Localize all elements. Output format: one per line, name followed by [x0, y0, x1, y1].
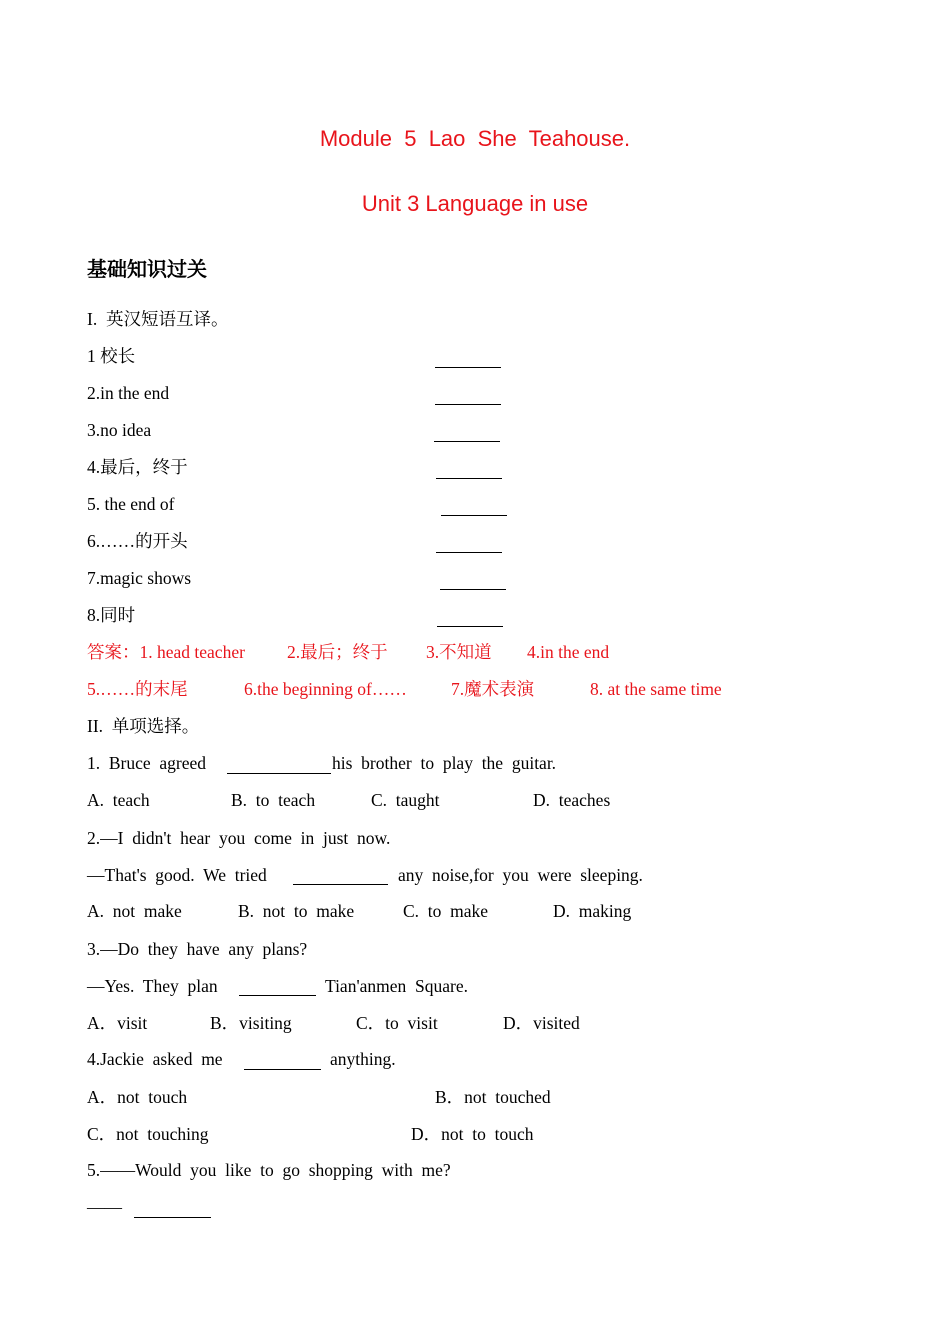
part2-heading: II. 单项选择。 — [87, 716, 200, 736]
option-c: C．not touching — [87, 1124, 209, 1144]
option-d: D. making — [553, 901, 632, 921]
answer-text: 2.最后；终于 — [287, 642, 388, 662]
question-blank — [227, 773, 331, 774]
option-c: C. to make — [403, 901, 489, 921]
answer-text: 8. at the same time — [590, 679, 722, 699]
question-4-stem: 4.Jackie asked me — [87, 1049, 223, 1069]
part1-item: 5. the end of — [87, 494, 175, 514]
part1-item: 8.同时 — [87, 605, 136, 625]
option-d: D．visited — [503, 1013, 580, 1033]
option-a: A. not make — [87, 901, 182, 921]
option-c: C．to visit — [356, 1013, 438, 1033]
option-d: D．not to touch — [411, 1124, 534, 1144]
question-blank — [293, 884, 388, 885]
question-5-line: 5.——Would you like to go shopping with me? — [87, 1160, 451, 1180]
option-b: B. to teach — [231, 790, 316, 810]
answer-text: 7.魔术表演 — [451, 679, 535, 699]
answer-blank — [435, 404, 501, 405]
answer-text: 3.不知道 — [426, 642, 492, 662]
answer-text: 6.the beginning of…… — [244, 679, 407, 699]
part1-item: 7.magic shows — [87, 568, 192, 588]
option-a: A．not touch — [87, 1087, 188, 1107]
question-1-stem-end: his brother to play the guitar. — [332, 753, 557, 773]
question-blank — [134, 1217, 211, 1218]
option-c: C. taught — [371, 790, 440, 810]
answer-blank — [434, 441, 500, 442]
page-subtitle: Unit 3 Language in use — [361, 191, 589, 216]
answer-text: 4.in the end — [527, 642, 610, 662]
option-d: D. teaches — [533, 790, 611, 810]
question-3-stem-end: Tian'anmen Square. — [325, 976, 468, 996]
part1-item: 4.最后，终于 — [87, 457, 188, 477]
option-a: A．visit — [87, 1013, 148, 1033]
answer-text: 5.……的末尾 — [87, 679, 188, 699]
question-1-stem: 1. Bruce agreed — [87, 753, 207, 773]
answer-blank — [435, 367, 501, 368]
question-5-reply: —— — [87, 1197, 122, 1217]
part1-item: 1 校长 — [87, 346, 136, 366]
option-b: B．not touched — [435, 1087, 551, 1107]
page-title: Module 5 Lao She Teahouse. — [319, 126, 631, 151]
answer-blank — [437, 626, 503, 627]
question-2-line: 2.—I didn't hear you come in just now. — [87, 828, 391, 848]
question-3-line: 3.—Do they have any plans? — [87, 939, 308, 959]
part1-heading: I. 英汉短语互译。 — [87, 309, 229, 329]
answer-blank — [436, 552, 502, 553]
answer-blank — [436, 478, 502, 479]
option-b: B．visiting — [210, 1013, 292, 1033]
answer-text: 答案：1. head teacher — [87, 642, 245, 662]
answer-blank — [440, 589, 506, 590]
part1-item: 6.……的开头 — [87, 531, 188, 551]
part1-item: 3.no idea — [87, 420, 152, 440]
question-2-stem: —That's good. We tried — [87, 865, 267, 885]
part1-item: 2.in the end — [87, 383, 170, 403]
question-2-stem-end: any noise,for you were sleeping. — [398, 865, 643, 885]
section-heading: 基础知识过关 — [87, 257, 207, 281]
option-a: A. teach — [87, 790, 150, 810]
option-b: B. not to make — [238, 901, 355, 921]
question-blank — [244, 1069, 321, 1070]
question-4-stem-end: anything. — [330, 1049, 396, 1069]
answer-blank — [441, 515, 507, 516]
question-3-stem: —Yes. They plan — [87, 976, 218, 996]
question-blank — [239, 995, 316, 996]
